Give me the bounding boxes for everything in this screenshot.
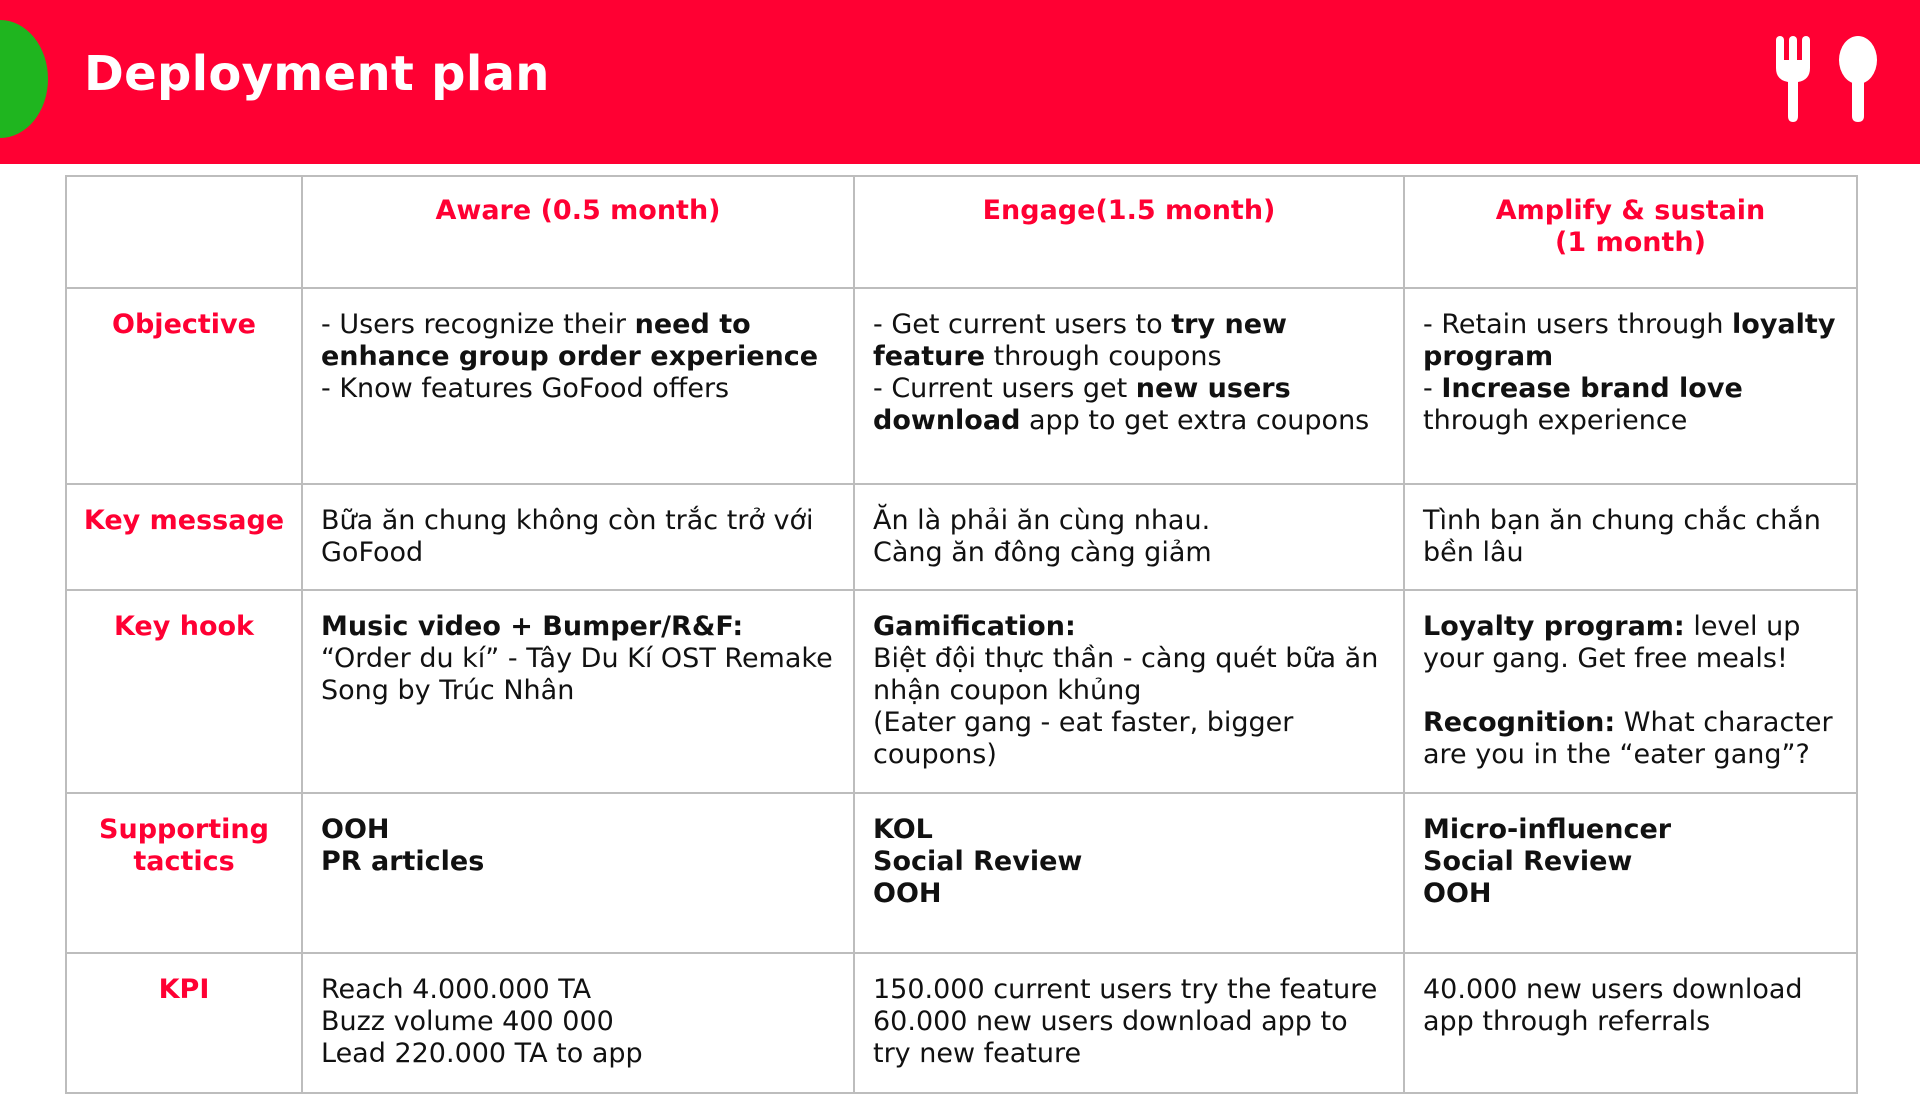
column-header-amplify — [1404, 176, 1857, 288]
row-objective — [66, 288, 1857, 484]
utensils-icon — [1774, 36, 1880, 122]
cell-supporting-engage: KOL Social Review OOH — [854, 793, 1404, 953]
header-bar — [0, 0, 1920, 164]
row-key-message — [66, 484, 1857, 590]
cell-kpi-amplify: 40.000 new users download app through referrals — [1404, 953, 1857, 1093]
cell-key-hook-engage: Gamification: Biệt đội thực thần - càng quét bữa ăn nhận coupon khủng (Eater gang - eat faster, bigger coupons) — [854, 590, 1404, 793]
cell-key-message-engage: Ăn là phải ăn cùng nhau. Càng ăn đông càng giảm — [854, 484, 1404, 590]
table-header-row — [66, 176, 1857, 288]
cell-supporting-aware: OOH PR articles — [302, 793, 854, 953]
row-kpi — [66, 953, 1857, 1093]
cell-key-hook-aware: Music video + Bumper/R&F: “Order du kí” - Tây Du Kí OST Remake Song by Trúc Nhân — [302, 590, 854, 793]
cell-objective-engage: - Get current users to try new feature through coupons - Current users get new users download app to get extra coupons — [854, 288, 1404, 484]
row-label-supporting-tactics: Supporting tactics — [66, 793, 302, 953]
cell-kpi-aware: Reach 4.000.000 TA Buzz volume 400 000 Lead 220.000 TA to app — [302, 953, 854, 1093]
row-label-kpi: KPI — [66, 953, 302, 1093]
cell-objective-amplify: - Retain users through loyalty program - Increase brand love through experience — [1404, 288, 1857, 484]
spoon-icon — [1839, 36, 1877, 122]
header-empty-cell — [66, 176, 302, 288]
cell-key-message-aware: Bữa ăn chung không còn trắc trở với GoFood — [302, 484, 854, 590]
page-title: Deployment plan — [84, 46, 550, 102]
column-header-amplify-line2: (1 month) — [1555, 227, 1706, 258]
row-label-objective: Objective — [66, 288, 302, 484]
green-accent-circle — [0, 20, 48, 138]
row-label-key-message: Key message — [66, 484, 302, 590]
column-header-aware: Aware (0.5 month) — [302, 176, 854, 288]
column-header-engage: Engage(1.5 month) — [854, 176, 1404, 288]
deployment-plan-table — [65, 175, 1858, 1094]
fork-icon — [1776, 36, 1810, 122]
row-label-key-hook: Key hook — [66, 590, 302, 793]
cell-kpi-engage: 150.000 current users try the feature 60.000 new users download app to try new feature — [854, 953, 1404, 1093]
cell-key-message-amplify: Tình bạn ăn chung chắc chắn bền lâu — [1404, 484, 1857, 590]
cell-key-hook-amplify: Loyalty program: level up your gang. Get free meals! Recognition: What character are you in the “eater gang”? — [1404, 590, 1857, 793]
column-header-amplify-line1: Amplify & sustain — [1495, 195, 1766, 226]
row-key-hook — [66, 590, 1857, 793]
row-supporting-tactics — [66, 793, 1857, 953]
cell-objective-aware: - Users recognize their need to enhance group order experience - Know features GoFood offers — [302, 288, 854, 484]
cell-supporting-amplify: Micro-influencer Social Review OOH — [1404, 793, 1857, 953]
